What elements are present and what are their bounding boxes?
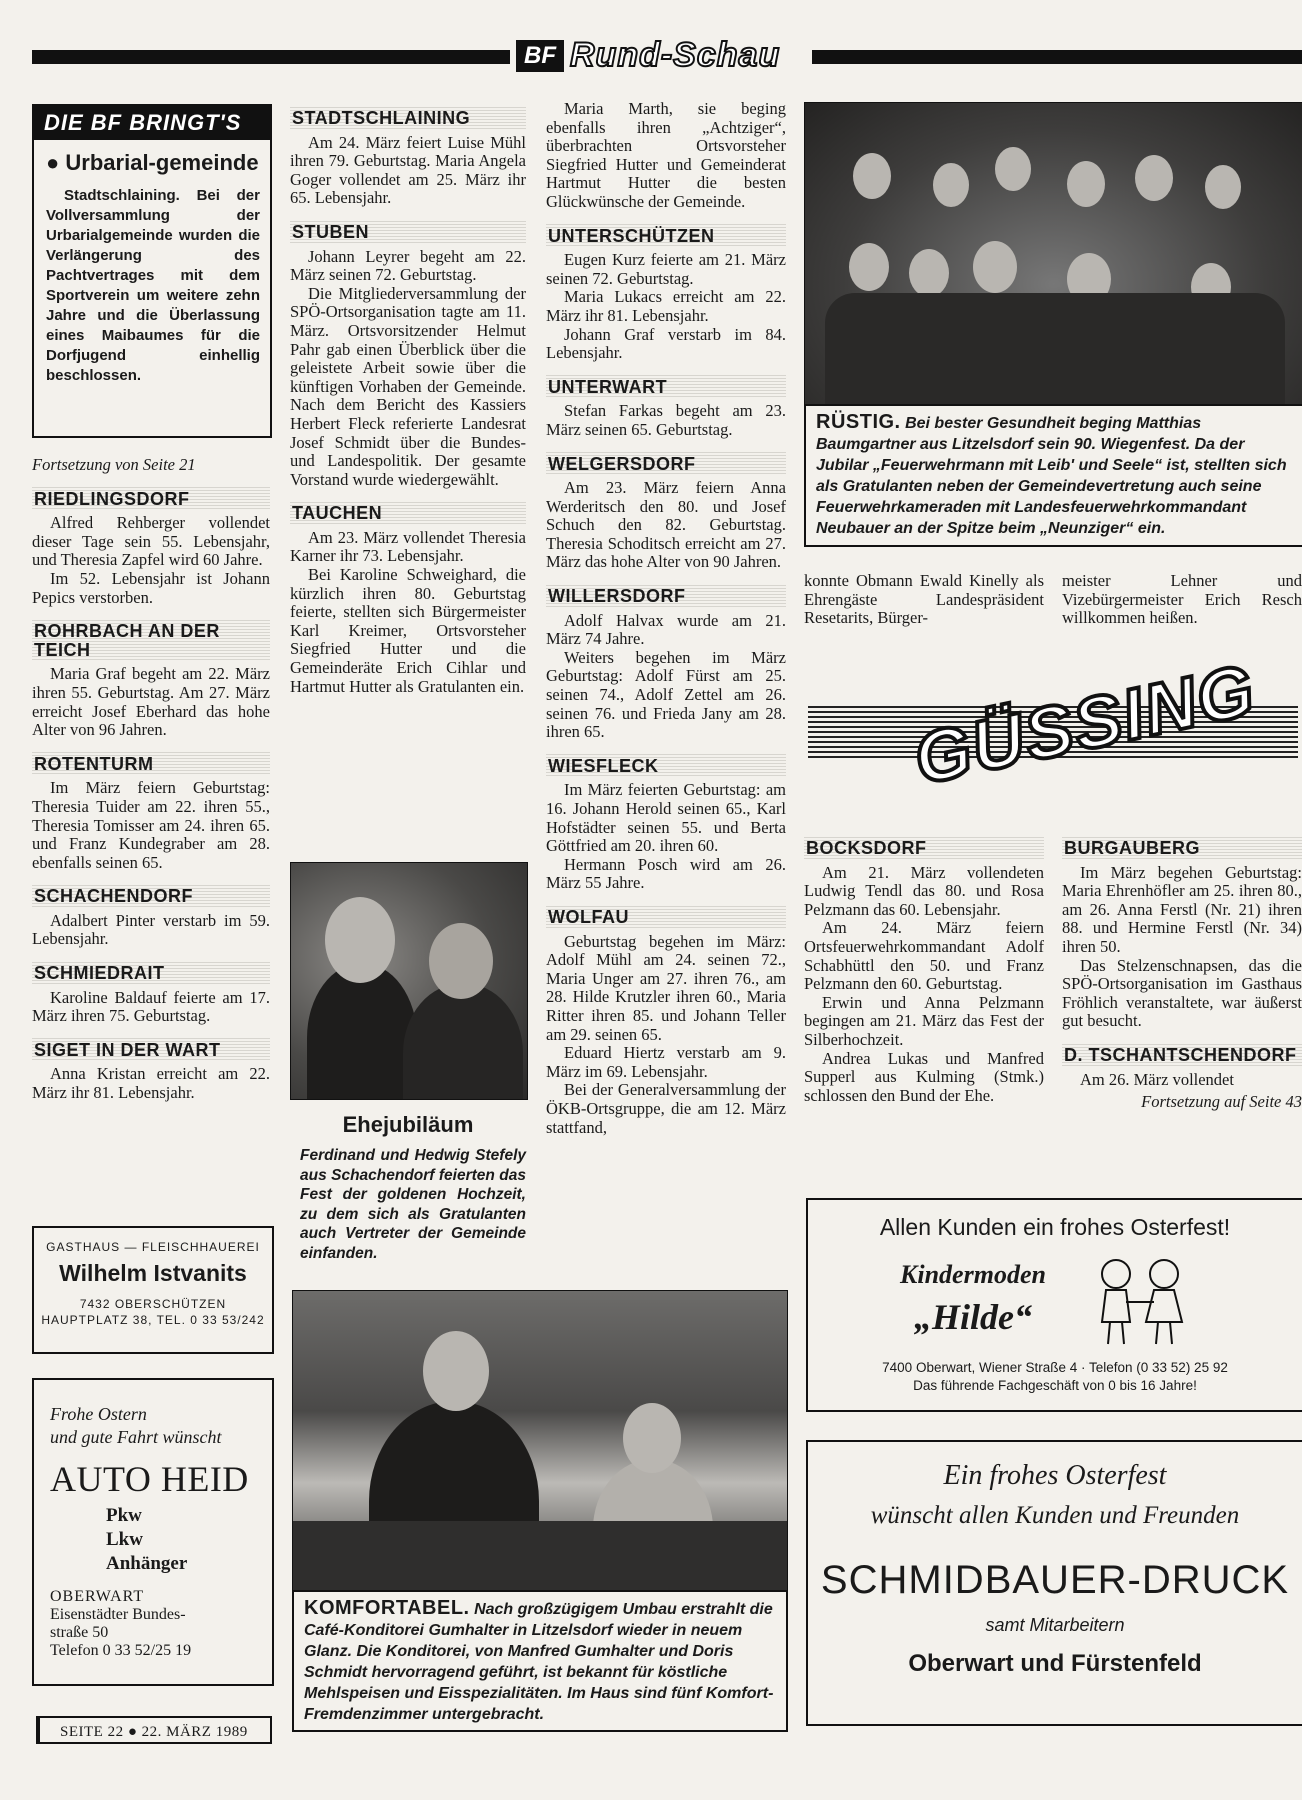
- article-paragraph: Adolf Halvax wurde am 21. März 74 Jahre.: [546, 610, 786, 649]
- locality-heading: UNTERSCHÜTZEN: [546, 224, 786, 247]
- article-paragraph: Karoline Baldauf feierte am 17. März ihren 75. Geburtstag.: [32, 987, 270, 1026]
- continued-on: Fortsetzung auf Seite 43: [1141, 1092, 1302, 1112]
- hilde-brand: Kindermoden „Hilde“: [900, 1260, 1046, 1337]
- article-paragraph: Weiters begehen im März Geburtstag: Adolf Fürst am 25. seinen 74., Adolf Zettel am 26. seinen 76. und Frieda Jany am 28. ihren 65.: [546, 647, 786, 742]
- col3-intro: Maria Marth, sie beging ebenfalls ihren „Achtziger“, überbrachten Ortsvorsteher Siegfried Hutter und Gemeinderat Hartmut Hutter die besten Glückwünsche der Gemeinde.: [546, 99, 786, 211]
- bf-bringts-box: [32, 104, 272, 438]
- article-paragraph: Johann Leyrer begeht am 22. März seinen 72. Geburtstag.: [290, 246, 526, 285]
- komfortabel-photo: [292, 1290, 788, 1592]
- heid-items: Pkw Lkw Anhänger: [106, 1505, 188, 1574]
- ehejubilaeum-photo: [290, 862, 528, 1100]
- bf-bringts-body: Stadtschlaining. Bei der Vollversammlung der Urbarialgemeinde wurden die Verlängerung des Pachtvertrages mit dem Sportverein um weitere zehn Jahre und die Überlassung eines Maibaumes für die Dorfjugend einhellig beschlossen.: [46, 187, 260, 384]
- ad-auto-heid: Frohe Ostern und gute Fahrt wünscht AUTO HEID Pkw Lkw Anhänger OBERWART Eisenstädter Bundes- straße 50 Telefon 0 33 52/25 19: [32, 1378, 274, 1686]
- article-paragraph: Bei Karoline Schweighard, die kürzlich ihren 80. Geburtstag feierte, stellten sich Bürgermeister Karl Kreimer, Ortsvorsteher Siegfried Hutter und die Gemeinderäte Erich Cihlar und Hartmut Hutter als Gratulanten ein.: [290, 565, 526, 696]
- continued-from: Fortsetzung von Seite 21: [32, 455, 196, 474]
- ruestig-caption: RÜSTIG. Bei bester Gesundheit beging Matthias Baumgartner aus Litzelsdorf sein 90. Wiegenfest. Da der Jubilar „Feuerwehrmann mit Leib' und Seele“ ist, stellten sich als Gratulanten neben der Gemeindevertretung auch seine Feuerwehrkameraden mit Landesfeuerwehrkommandant Neubauer an der Spitze beim „Neunziger“ ein.: [804, 404, 1302, 547]
- article-paragraph: Im 52. Lebensjahr ist Johann Pepics verstorben.: [32, 568, 270, 607]
- column-2: [290, 106, 526, 696]
- locality-heading: UNTERWART: [546, 375, 786, 398]
- column-4: [804, 836, 1044, 1105]
- ad-kindermoden-hilde: Allen Kunden ein frohes Osterfest! Kindermoden „Hilde“ 7400 Oberwart, Wiener Straße 4 · Telefon (0 33 52) 25 92 Das führende Fachgeschäft von 0 bis 16 Jahre!: [806, 1198, 1302, 1412]
- komfortabel-caption: KOMFORTABEL. Nach großzügigem Umbau erstrahlt die Café-Konditorei Gumhalter in Litzelsdorf wieder in neuem Glanz. Die Konditorei, von Manfred Gumhalter und Doris Schmidt hervorragend geführt, ist bekannt für köstliche Mehlspeisen und Eisspezialitäten. Im Haus sind fünf Komfort-Fremdenzimmer untergebracht.: [292, 1590, 788, 1732]
- article-paragraph: Erwin und Anna Pelzmann begingen am 21. März das Fest der Silberhochzeit.: [804, 992, 1044, 1049]
- ruestig-photo: [804, 102, 1302, 406]
- locality-heading: BOCKSDORF: [804, 836, 1044, 859]
- article-paragraph: Am 24. März feiern Ortsfeuerwehrkommandant Adolf Schabhüttl den 50. und Franz Pelzmann den 60. Geburtstag.: [804, 918, 1044, 994]
- locality-heading: SCHMIEDRAIT: [32, 961, 270, 984]
- article-paragraph: Adalbert Pinter verstarb im 59. Lebensjahr.: [32, 910, 270, 949]
- children-illustration-icon: [1088, 1252, 1198, 1352]
- article-paragraph: Am 26. März vollendet: [1080, 1069, 1234, 1089]
- article-paragraph: Die Mitgliederversammlung der SPÖ-Ortsorganisation tagte am 11. März. Ortsvorsitzender Helmut Pahr gab einen Überblick über die geleistete Arbeit sowie über die künftigen Vorhaben der Gemeinde. Nach dem Bericht des Kassiers Herbert Fleck referierte Landesrat Josef Schmidt über die Bundes- und Landespolitik. Der gesamte Vorstand wurde wiedergewählt.: [290, 283, 526, 489]
- gussing-banner-title: GÜSSING: [907, 649, 1263, 801]
- locality-heading: ROTENTURM: [32, 752, 270, 775]
- header-rule-left: [32, 50, 510, 64]
- page-footer: SEITE 22 ● 22. MÄRZ 1989: [36, 1716, 272, 1744]
- locality-heading: WIESFLECK: [546, 754, 786, 777]
- bf-bringts-title: DIE BF BRINGT'S: [34, 106, 270, 140]
- locality-heading: WILLERSDORF: [546, 584, 786, 607]
- section-logo: [516, 36, 780, 75]
- article-paragraph: Das Stelzenschnapsen, das die SPÖ-Ortsorganisation im Gasthaus Fröhlich veranstaltete, war äußerst gut besucht.: [1062, 955, 1302, 1031]
- locality-heading: WELGERSDORF: [546, 452, 786, 475]
- article-paragraph: Eduard Hiertz verstarb am 9. März im 69. Lebensjahr.: [546, 1043, 786, 1081]
- article-paragraph: Eugen Kurz feierte am 21. März seinen 72. Geburtstag.: [546, 250, 786, 288]
- column-3: [546, 100, 786, 1137]
- locality-heading: D. TSCHANTSCHENDORF: [1062, 1043, 1302, 1066]
- locality-heading: STADTSCHLAINING: [290, 106, 526, 129]
- article-paragraph: Hermann Posch wird am 26. März 55 Jahre.: [546, 854, 786, 893]
- article-paragraph: Bei der Generalversammlung der ÖKB-Ortsgruppe, die am 12. März stattfand,: [546, 1080, 786, 1137]
- article-paragraph: Am 23. März vollendet Theresia Karner ihr 73. Lebensjahr.: [290, 527, 526, 566]
- article-paragraph: Maria Lukacs erreicht am 22. März ihr 81. Lebensjahr.: [546, 287, 786, 325]
- header-rule-right: [812, 50, 1302, 64]
- article-paragraph: Andrea Lukas und Manfred Supperl aus Kulming (Stmk.) schlossen den Bund der Ehe.: [804, 1048, 1044, 1105]
- article-paragraph: Im März feierten Geburtstag: am 16. Johann Herold seinen 65., Karl Hofstädter seinen 55. und Berta Göttfried am 20. ihren 60.: [546, 780, 786, 856]
- article-paragraph: Maria Graf begeht am 22. März ihren 55. Geburtstag. Am 27. März erreicht Josef Eberhard das hohe Alter von 96 Jahren.: [32, 664, 270, 740]
- article-paragraph: Am 24. März feiert Luise Mühl ihren 79. Geburtstag. Maria Angela Goger vollendet am 25. März ihr 65. Lebensjahr.: [290, 132, 526, 208]
- locality-heading: RIEDLINGSDORF: [32, 487, 270, 510]
- article-paragraph: Alfred Rehberger vollendet dieser Tage sein 55. Lebensjahr, und Theresia Zapfel wird 60 Jahre.: [32, 513, 270, 570]
- bf-bringts-headline: ● Urbarial-gemeinde: [46, 150, 259, 175]
- locality-heading: SCHACHENDORF: [32, 884, 270, 907]
- article-paragraph: Anna Kristan erreicht am 22. März ihr 81. Lebensjahr.: [32, 1064, 270, 1103]
- locality-heading: SIGET IN DER WART: [32, 1038, 270, 1061]
- article-paragraph: Am 23. März feiern Anna Werderitsch den 80. und Josef Schuch den 82. Geburtstag. Theresia Schoditsch erreicht am 27. März das hohe Alter von 90 Jahren.: [546, 478, 786, 572]
- continuation-left: konnte Obmann Ewald Kinelly als Ehrengäste Landespräsident Resetarits, Bürger-: [804, 571, 1044, 628]
- locality-heading: BURGAUBERG: [1062, 836, 1302, 859]
- ad-istvanits: GASTHAUS — FLEISCHHAUEREI Wilhelm Istvanits 7432 OBERSCHÜTZEN HAUPTPLATZ 38, TEL. 0 33 53/242: [32, 1226, 274, 1354]
- ehejubilaeum-caption: Ferdinand und Hedwig Stefely aus Schachendorf feierten das Fest der goldenen Hochzeit, zu dem sich als Gratulanten auch Vertreter der Gemeinde einfanden.: [300, 1147, 526, 1262]
- article-paragraph: Im März feiern Geburtstag: Theresia Tuider am 22. ihren 55., Theresia Tomisser am 24. ihren 65. und Franz Kundegraber am 28. ebenfalls seinen 65.: [32, 778, 270, 872]
- locality-heading: WOLFAU: [546, 905, 786, 928]
- locality-heading: ROHRBACH AN DER TEICH: [32, 619, 270, 660]
- bf-logo: BF: [516, 40, 564, 72]
- locality-heading: STUBEN: [290, 220, 526, 243]
- locality-heading: TAUCHEN: [290, 501, 526, 524]
- article-paragraph: Stefan Farkas begeht am 23. März seinen 65. Geburtstag.: [546, 401, 786, 439]
- section-title: Rund-Schau: [570, 36, 781, 74]
- article-paragraph: Johann Graf verstarb im 84. Lebensjahr.: [546, 324, 786, 363]
- article-paragraph: Am 21. März vollendeten Ludwig Tendl das 80. und Rosa Pelzmann das 60. Lebensjahr.: [804, 862, 1044, 919]
- continuation-right: meister Lehner und Vizebürgermeister Erich Resch willkommen heißen.: [1062, 571, 1302, 628]
- article-paragraph: Geburtstag begehen im März: Adolf Mühl am 24. seinen 72., Maria Unger am 27. ihren 76., am 28. Hilde Krutzler ihren 60., Maria Ritter ihren 85. und Johann Teller am 29. seinen 65.: [546, 931, 786, 1044]
- ehejubilaeum-title: Ehejubiläum: [342, 1112, 474, 1137]
- ad-schmidbauer-druck: Ein frohes Osterfest wünscht allen Kunden und Freunden SCHMIDBAUER-DRUCK samt Mitarbeitern Oberwart und Fürstenfeld: [806, 1440, 1302, 1726]
- column-5: [1062, 836, 1302, 1122]
- article-paragraph: Im März begehen Geburtstag: Maria Ehrenhöfler am 25. ihren 80., am 26. Anna Ferstl (Nr. 21) ihren 88. und Hermine Ferstl (Nr. 34) ihren 50.: [1062, 862, 1302, 956]
- column-1: [32, 452, 270, 1103]
